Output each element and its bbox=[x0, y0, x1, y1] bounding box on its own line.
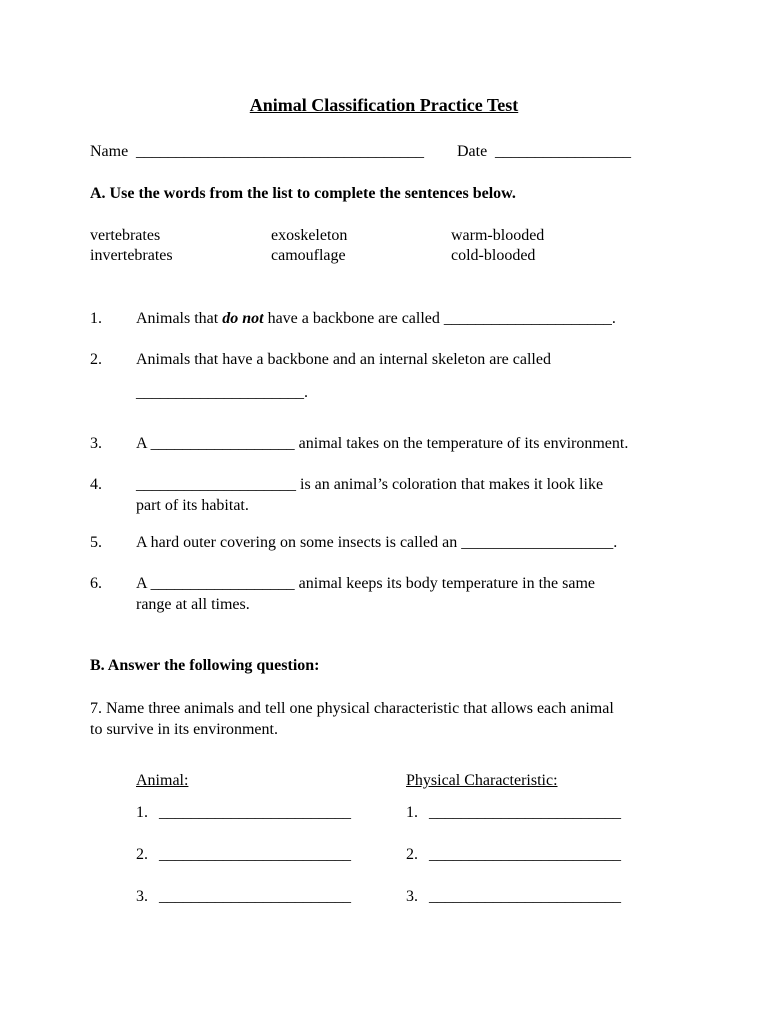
question-text: _____________________. bbox=[136, 384, 308, 401]
question-number: 6. bbox=[90, 575, 102, 592]
emphasis-text: do not bbox=[222, 310, 264, 327]
date-label: Date bbox=[457, 143, 488, 160]
animal-answer-blank: ________________________ bbox=[159, 846, 351, 863]
animal-answer-blank: ________________________ bbox=[159, 804, 351, 821]
characteristic-answer-blank: ________________________ bbox=[429, 888, 621, 905]
question-number: 5. bbox=[90, 534, 102, 551]
word-bank-item: vertebrates bbox=[90, 227, 161, 244]
characteristic-answer-blank: ________________________ bbox=[429, 804, 621, 821]
answer-number: 3. bbox=[406, 888, 418, 905]
word-bank-item: exoskeleton bbox=[271, 227, 348, 244]
word-bank-item: camouflage bbox=[271, 247, 346, 264]
answer-number: 1. bbox=[406, 804, 418, 821]
question-text: A __________________ animal keeps its body temperature in the same bbox=[136, 575, 596, 592]
characteristic-answer-blank: ________________________ bbox=[429, 846, 621, 863]
question-text: A __________________ animal takes on the temperature of its environment. bbox=[136, 435, 629, 452]
name-label: Name bbox=[90, 143, 129, 160]
answer-number: 2. bbox=[136, 846, 148, 863]
question-number: 2. bbox=[90, 351, 102, 368]
question-number: 3. bbox=[90, 435, 102, 452]
animal-answer-blank: ________________________ bbox=[159, 888, 351, 905]
question-text: ____________________ is an animal’s coloration that makes it look like bbox=[136, 476, 604, 493]
question-text: part of its habitat. bbox=[136, 497, 249, 514]
word-bank-item: warm-blooded bbox=[451, 227, 545, 244]
section-a-heading: A. Use the words from the list to complete the sentences below. bbox=[90, 185, 516, 202]
word-bank-item: cold-blooded bbox=[451, 247, 536, 264]
animal-column-header: Animal: bbox=[136, 772, 189, 789]
question-number: 4. bbox=[90, 476, 102, 493]
date-field: _________________ bbox=[495, 143, 631, 160]
question-text: range at all times. bbox=[136, 596, 250, 613]
question-text: Animals that do not have a backbone are called _____________________. bbox=[136, 310, 616, 327]
name-field: ____________________________________ bbox=[136, 143, 424, 160]
page-title: Animal Classification Practice Test bbox=[249, 95, 519, 115]
question-number: 1. bbox=[90, 310, 102, 327]
question-text: A hard outer covering on some insects is called an ___________________. bbox=[136, 534, 618, 551]
answer-number: 3. bbox=[136, 888, 148, 905]
question-text: to survive in its environment. bbox=[90, 721, 278, 738]
section-b-heading: B. Answer the following question: bbox=[90, 657, 320, 674]
question-text: Animals that have a backbone and an internal skeleton are called bbox=[136, 351, 551, 368]
question-text: 7. Name three animals and tell one physical characteristic that allows each animal bbox=[90, 700, 614, 717]
answer-number: 1. bbox=[136, 804, 148, 821]
characteristic-column-header: Physical Characteristic: bbox=[406, 772, 558, 789]
word-bank-item: invertebrates bbox=[90, 247, 173, 264]
answer-number: 2. bbox=[406, 846, 418, 863]
